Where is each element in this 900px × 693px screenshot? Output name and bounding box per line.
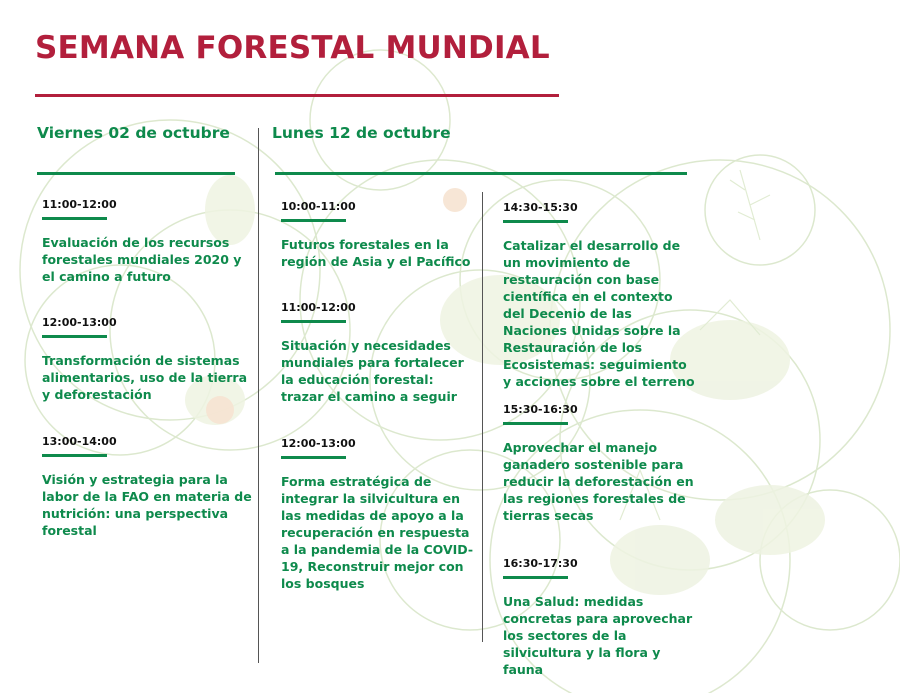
session-title: Catalizar el desarrollo de un movimiento de restauración con base científica en el contexto del Decenio de las Naciones Unidas sobre la Restauración de los Ecosistemas: seguimiento y acciones sobre el terreno (503, 238, 695, 389)
time-underline (42, 454, 107, 457)
session-time: 13:00-14:00 (42, 435, 117, 448)
time-underline (281, 456, 346, 459)
session-time: 14:30-15:30 (503, 201, 578, 214)
session-slot (503, 403, 698, 524)
session-title: Transformación de sistemas alimentarios, uso de la tierra y deforestación (42, 353, 248, 402)
column-separator-1 (258, 128, 259, 663)
session-time: 15:30-16:30 (503, 403, 578, 416)
session-title: Futuros forestales en la región de Asia y el Pacífico (281, 237, 471, 269)
session-title: Aprovechar el manejo ganadero sostenible para reducir la deforestación en las regiones forestales de tierras secas (503, 440, 694, 523)
time-underline (503, 576, 568, 579)
session-time: 12:00-13:00 (42, 316, 117, 329)
session-time: 11:00-12:00 (281, 301, 356, 314)
day-heading-lunes: Lunes 12 de octubre (272, 124, 451, 142)
day-divider-lunes (275, 172, 687, 175)
session-slot (281, 301, 476, 405)
session-slot (42, 198, 252, 285)
session-slot (503, 201, 698, 390)
column-separator-2 (482, 192, 483, 642)
session-slot (42, 435, 252, 539)
page-title: SEMANA FORESTAL MUNDIAL (35, 30, 550, 66)
session-title: Visión y estrategia para la labor de la FAO en materia de nutrición: una perspectiva forestal (42, 472, 252, 538)
session-time: 11:00-12:00 (42, 198, 117, 211)
session-title: Evaluación de los recursos forestales mundiales 2020 y el camino a futuro (42, 235, 242, 284)
time-underline (42, 217, 107, 220)
time-underline (503, 422, 568, 425)
session-title: Situación y necesidades mundiales para fortalecer la educación forestal: trazar el camino a seguir (281, 338, 464, 404)
session-slot (42, 316, 252, 403)
session-time: 10:00-11:00 (281, 200, 356, 213)
session-time: 12:00-13:00 (281, 437, 356, 450)
time-underline (503, 220, 568, 223)
session-title: Forma estratégica de integrar la silvicultura en las medidas de apoyo a la recuperación en respuesta a la pandemia de la COVID-19, Reconstruir mejor con los bosques (281, 474, 474, 591)
session-slot (281, 437, 476, 592)
session-slot (281, 200, 476, 270)
session-title: Una Salud: medidas concretas para aprovechar los sectores de la silvicultura y la flora y fauna (503, 594, 693, 677)
time-underline (281, 219, 346, 222)
day-divider-viernes (37, 172, 235, 175)
session-time: 16:30-17:30 (503, 557, 578, 570)
time-underline (42, 335, 107, 338)
session-slot (503, 557, 698, 678)
day-heading-viernes: Viernes 02 de octubre (37, 124, 230, 142)
title-divider (35, 94, 559, 97)
time-underline (281, 320, 346, 323)
